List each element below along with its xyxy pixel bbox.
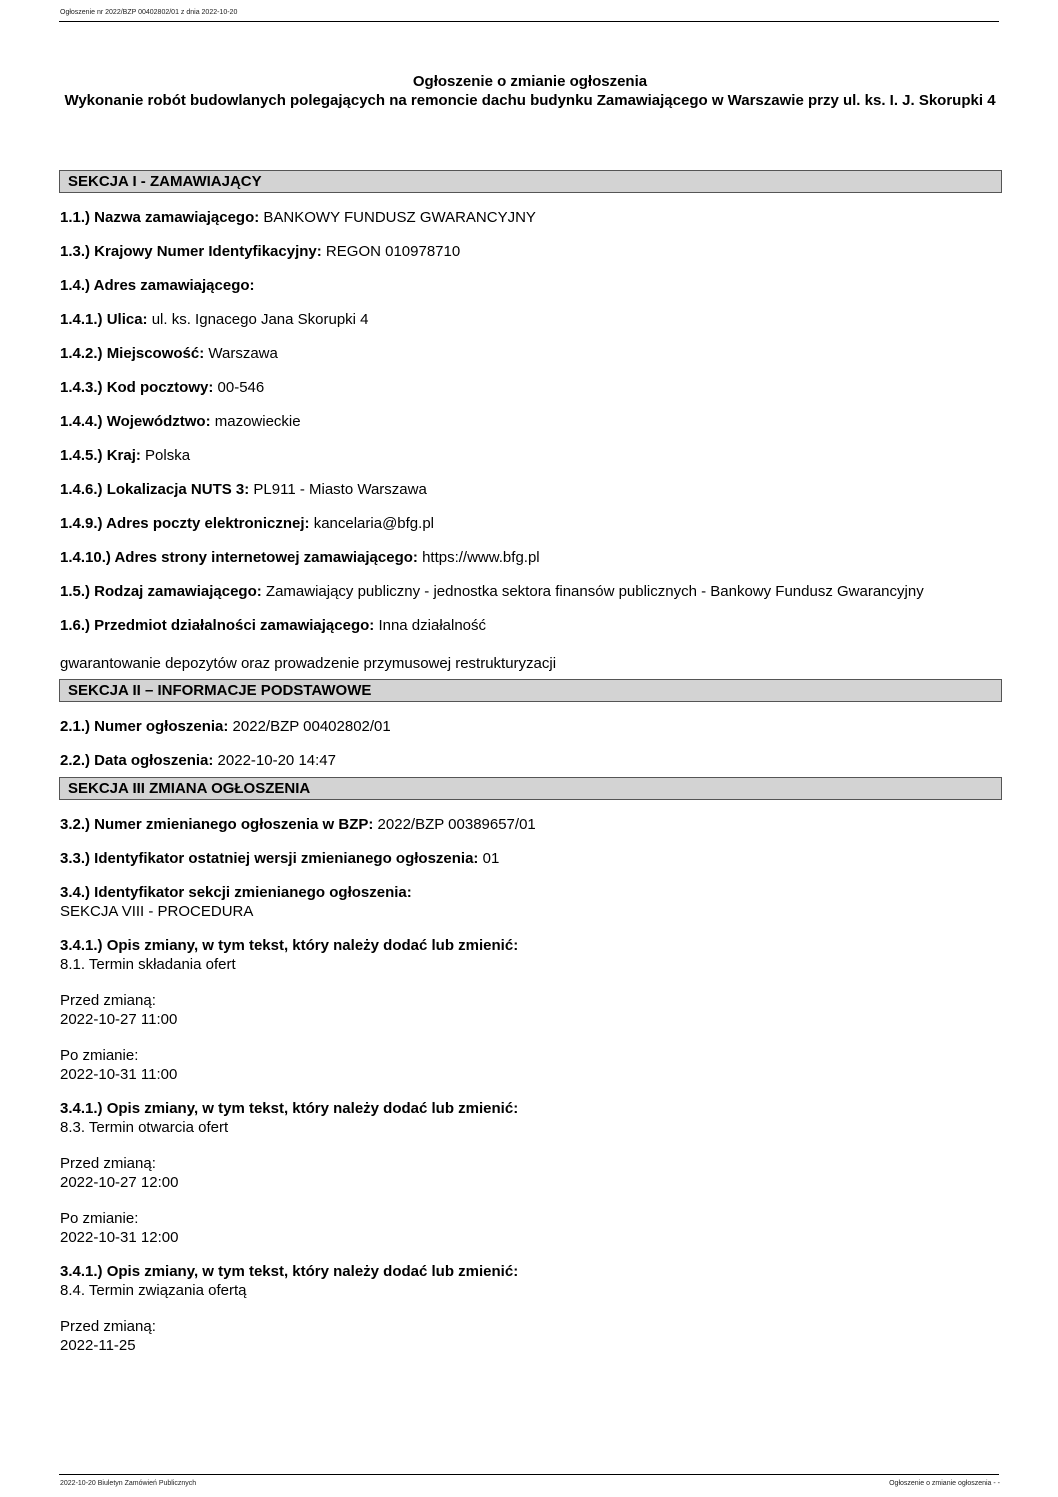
before-value: 2022-11-25 bbox=[60, 1337, 136, 1354]
field-value: BANKOWY FUNDUSZ GWARANCYJNY bbox=[259, 209, 536, 226]
field-numer-zmienianego bbox=[60, 815, 1000, 834]
field-value: SEKCJA VIII - PROCEDURA bbox=[60, 903, 254, 920]
field-value: kancelaria@bfg.pl bbox=[309, 515, 434, 532]
before-value: 2022-10-27 11:00 bbox=[60, 1011, 178, 1028]
field-label: 1.4.6.) Lokalizacja NUTS 3: bbox=[60, 481, 250, 498]
document-body bbox=[60, 170, 1000, 1355]
before-label: Przed zmianą: bbox=[60, 1318, 156, 1335]
running-header: Ogłoszenie nr 2022/BZP 00402802/01 z dnia 2022-10-20 bbox=[60, 9, 238, 16]
field-value: 2022-10-20 14:47 bbox=[213, 752, 336, 769]
field-przedmiot bbox=[60, 616, 1000, 635]
field-label: 1.4.) Adres zamawiającego: bbox=[60, 277, 255, 294]
before-label: Przed zmianą: bbox=[60, 1155, 156, 1172]
activity-description: gwarantowanie depozytów oraz prowadzenie przymusowej restrukturyzacji bbox=[60, 655, 557, 672]
field-adres bbox=[60, 276, 1000, 295]
field-label: 1.4.4.) Województwo: bbox=[60, 413, 211, 430]
field-label: 3.2.) Numer zmienianego ogłoszenia w BZP: bbox=[60, 816, 374, 833]
field-kraj bbox=[60, 446, 1000, 465]
field-value: 2022/BZP 00389657/01 bbox=[373, 816, 536, 833]
field-value: https://www.bfg.pl bbox=[417, 549, 540, 566]
field-label: 1.4.1.) Ulica: bbox=[60, 311, 148, 328]
field-kod-pocztowy bbox=[60, 378, 1000, 397]
title-line-1: Ogłoszenie o zmianie ogłoszenia bbox=[412, 73, 648, 90]
field-label: 3.3.) Identyfikator ostatniej wersji zmienianego ogłoszenia: bbox=[60, 850, 479, 867]
field-value: mazowieckie bbox=[210, 413, 301, 430]
field-value: 00-546 bbox=[213, 379, 265, 396]
field-label: 1.6.) Przedmiot działalności zamawiającego: bbox=[60, 617, 375, 634]
section-3-heading: SEKCJA III ZMIANA OGŁOSZENIA bbox=[59, 777, 1002, 800]
section-1-heading: SEKCJA I - ZAMAWIAJĄCY bbox=[59, 170, 1002, 193]
field-label: 1.1.) Nazwa zamawiającego: bbox=[60, 209, 260, 226]
field-label: 1.5.) Rodzaj zamawiającego: bbox=[60, 583, 262, 600]
field-value: 01 bbox=[478, 850, 500, 867]
field-value: Zamawiający publiczny - jednostka sektora finansów publicznych - Bankowy Fundusz Gwarancyjny bbox=[261, 583, 924, 600]
field-value: PL911 - Miasto Warszawa bbox=[249, 481, 427, 498]
section-2-heading: SEKCJA II – INFORMACJE PODSTAWOWE bbox=[59, 679, 1002, 702]
change-label: 3.4.1.) Opis zmiany, w tym tekst, który należy dodać lub zmienić: bbox=[60, 1100, 519, 1117]
footer-rule bbox=[59, 1474, 999, 1475]
change-item: 8.4. Termin związania ofertą bbox=[60, 1282, 247, 1299]
field-value: Inna działalność bbox=[374, 617, 487, 634]
field-numer-ogloszenia bbox=[60, 717, 1000, 736]
field-ulica bbox=[60, 310, 1000, 329]
document-title bbox=[60, 72, 1000, 110]
field-label: 3.4.) Identyfikator sekcji zmienianego ogłoszenia: bbox=[60, 884, 412, 901]
after-value: 2022-10-31 12:00 bbox=[60, 1229, 179, 1246]
change-label: 3.4.1.) Opis zmiany, w tym tekst, który należy dodać lub zmienić: bbox=[60, 1263, 519, 1280]
field-email bbox=[60, 514, 1000, 533]
field-regon bbox=[60, 242, 1000, 261]
after-label: Po zmianie: bbox=[60, 1047, 139, 1064]
field-value: Polska bbox=[140, 447, 191, 464]
change-label: 3.4.1.) Opis zmiany, w tym tekst, który należy dodać lub zmienić: bbox=[60, 937, 519, 954]
footer-right: Ogłoszenie o zmianie ogłoszenia - - bbox=[889, 1480, 1000, 1487]
field-data-ogloszenia bbox=[60, 751, 1000, 770]
field-label: 1.4.2.) Miejscowość: bbox=[60, 345, 205, 362]
field-zamawiajacy-nazwa bbox=[60, 208, 1000, 227]
before-label: Przed zmianą: bbox=[60, 992, 156, 1009]
field-value: Warszawa bbox=[204, 345, 278, 362]
field-nuts bbox=[60, 480, 1000, 499]
field-wojewodztwo bbox=[60, 412, 1000, 431]
field-label: 1.4.5.) Kraj: bbox=[60, 447, 141, 464]
field-identyfikator-wersji bbox=[60, 849, 1000, 868]
field-label: 2.1.) Numer ogłoszenia: bbox=[60, 718, 229, 735]
change-block-2 bbox=[60, 1099, 1000, 1247]
footer-left: 2022-10-20 Biuletyn Zamówień Publicznych bbox=[60, 1480, 197, 1487]
change-item: 8.1. Termin składania ofert bbox=[60, 956, 236, 973]
field-label: 1.4.3.) Kod pocztowy: bbox=[60, 379, 214, 396]
header-rule bbox=[59, 21, 999, 22]
field-label: 1.4.10.) Adres strony internetowej zamawiającego: bbox=[60, 549, 418, 566]
change-item: 8.3. Termin otwarcia ofert bbox=[60, 1119, 229, 1136]
field-www bbox=[60, 548, 1000, 567]
after-value: 2022-10-31 11:00 bbox=[60, 1066, 178, 1083]
field-value: REGON 010978710 bbox=[321, 243, 461, 260]
after-label: Po zmianie: bbox=[60, 1210, 139, 1227]
before-value: 2022-10-27 12:00 bbox=[60, 1174, 179, 1191]
field-value: 2022/BZP 00402802/01 bbox=[228, 718, 391, 735]
field-label: 1.4.9.) Adres poczty elektronicznej: bbox=[60, 515, 310, 532]
field-value: ul. ks. Ignacego Jana Skorupki 4 bbox=[147, 311, 369, 328]
field-label: 1.3.) Krajowy Numer Identyfikacyjny: bbox=[60, 243, 322, 260]
title-line-2: Wykonanie robót budowlanych polegających na remoncie dachu budynku Zamawiającego w Warszawie przy ul. ks. I. J. Skorupki 4 bbox=[64, 92, 996, 109]
field-label: 2.2.) Data ogłoszenia: bbox=[60, 752, 214, 769]
change-block-3 bbox=[60, 1262, 1000, 1355]
field-identyfikator-sekcji bbox=[60, 883, 1000, 921]
field-rodzaj bbox=[60, 582, 1000, 601]
change-block-1 bbox=[60, 936, 1000, 1084]
field-miejscowosc bbox=[60, 344, 1000, 363]
